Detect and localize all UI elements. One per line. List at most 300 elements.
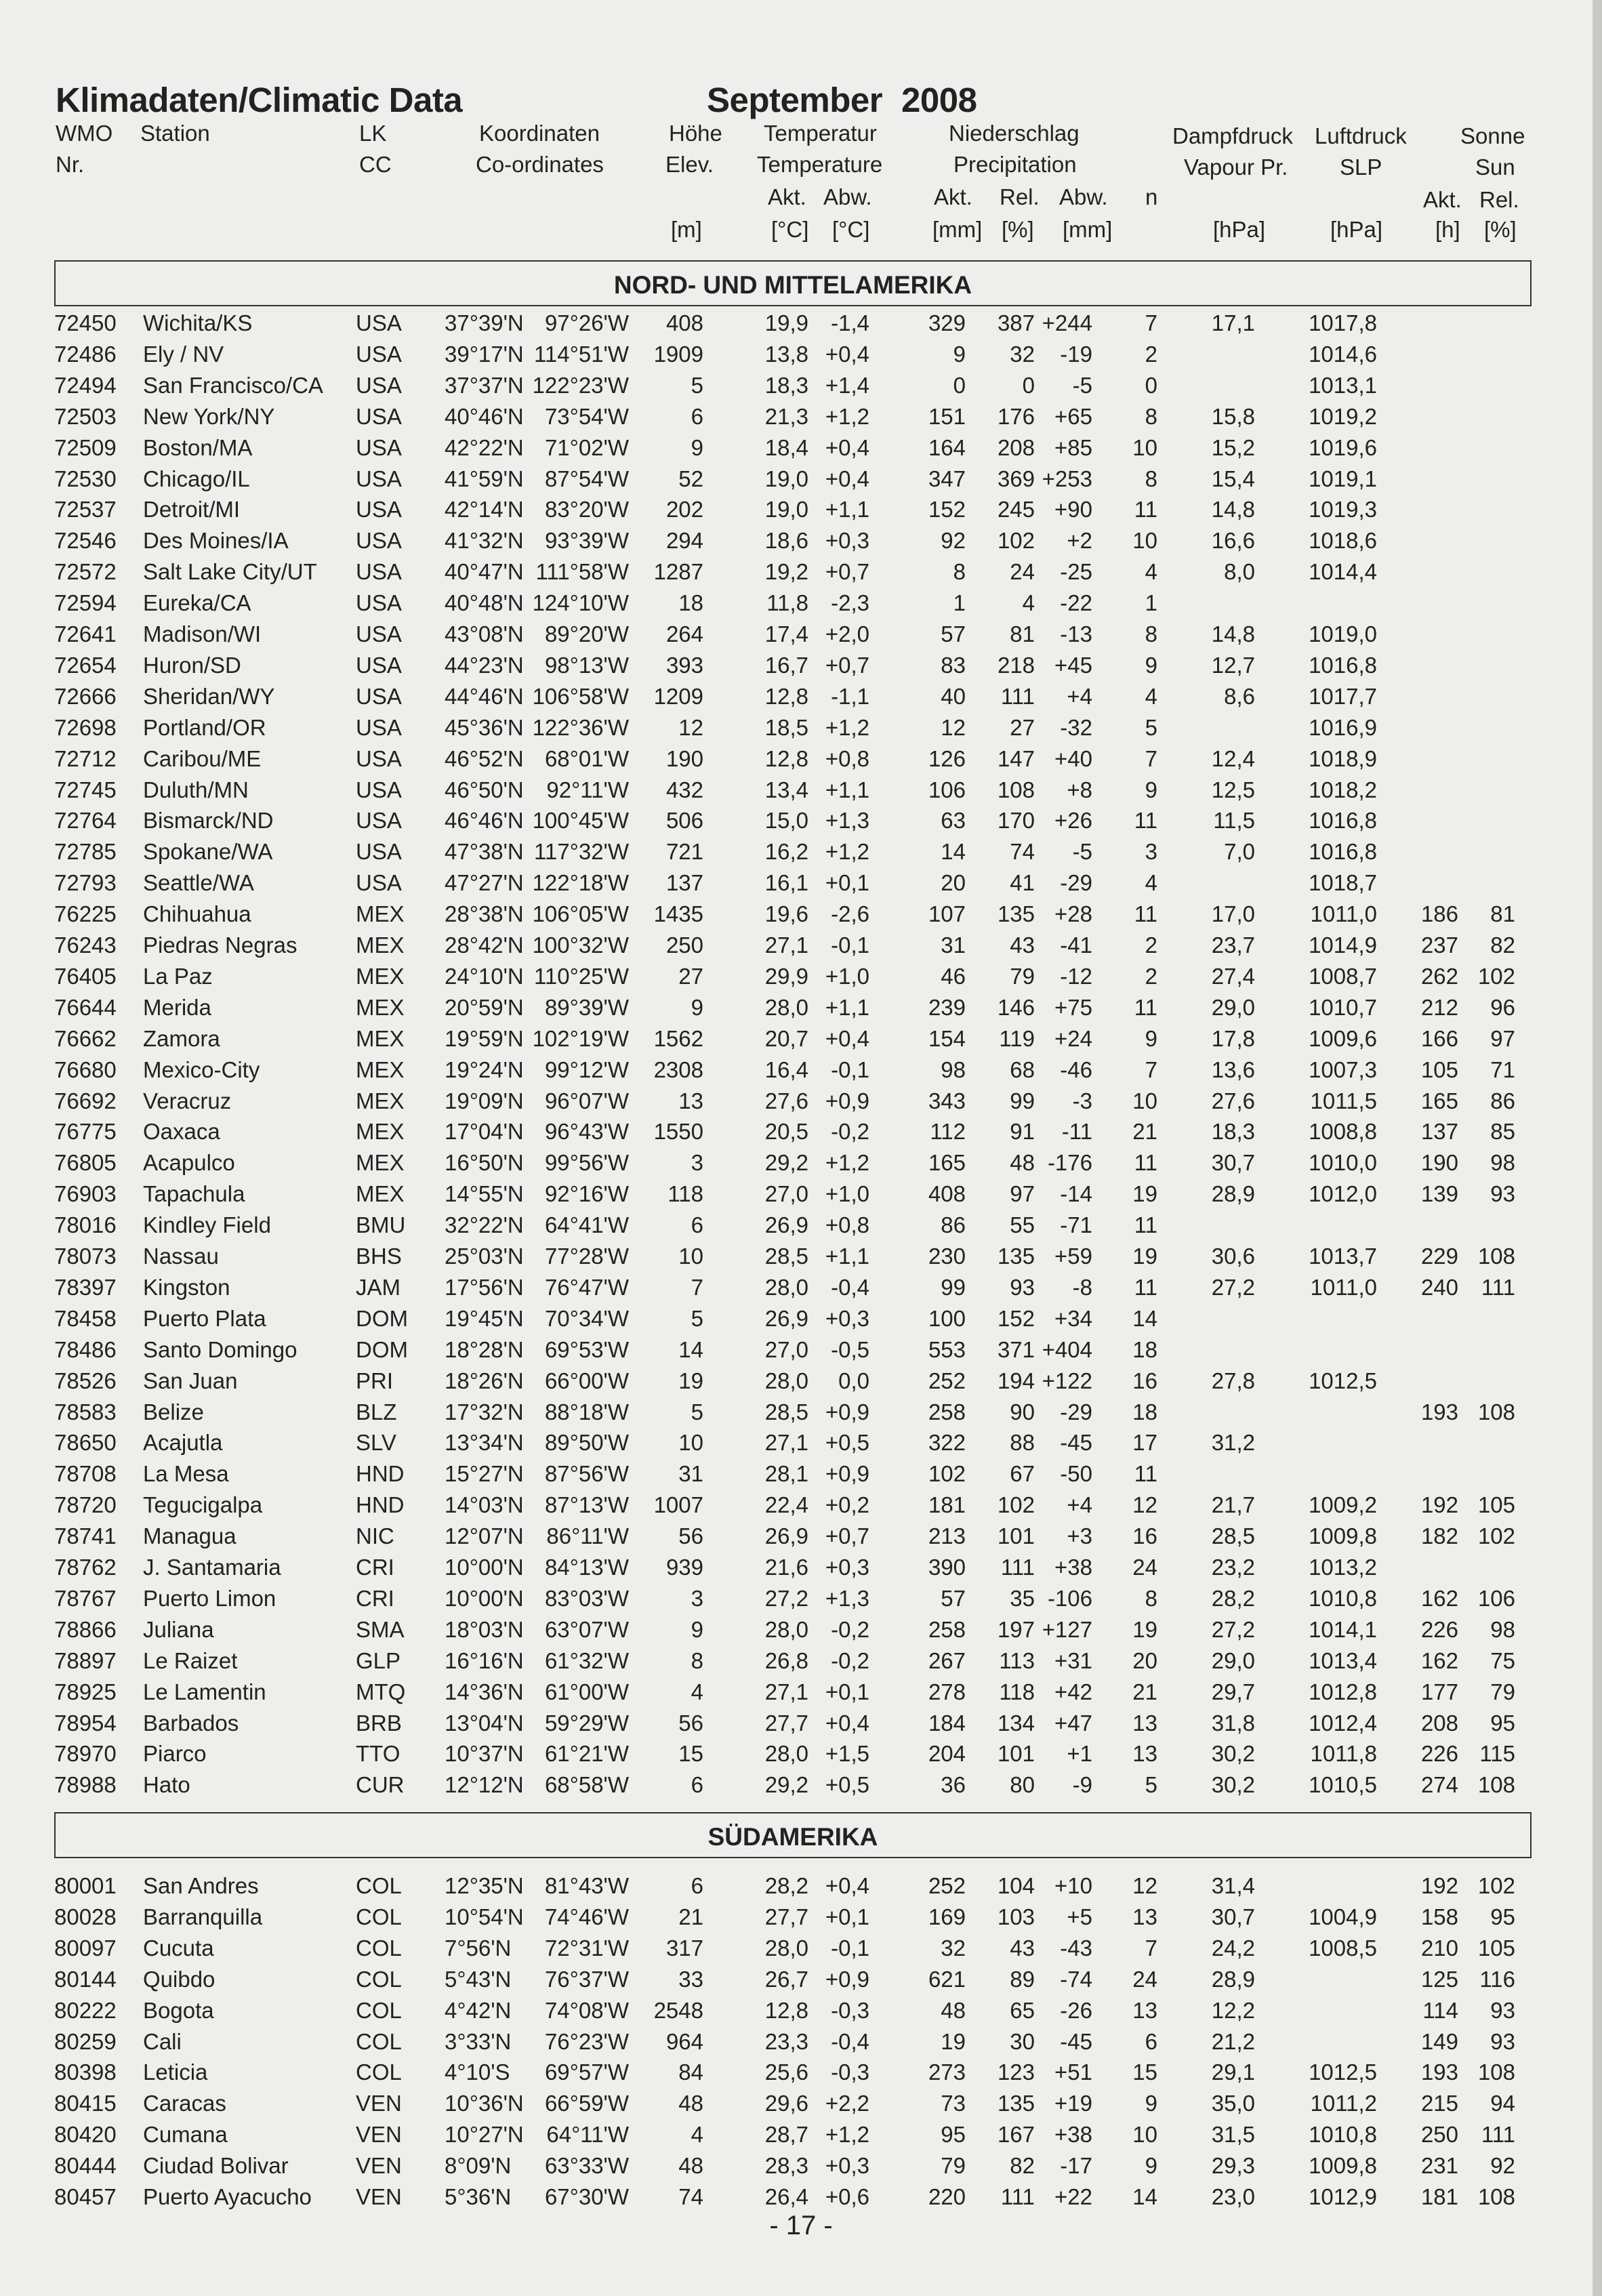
cell-slp: 1009,8	[1309, 1523, 1377, 1549]
month-title: September	[707, 81, 883, 119]
cell-precip: 184	[928, 1710, 966, 1736]
cell-longitude: 92°16'W	[544, 1181, 629, 1207]
cell-elevation: 3	[691, 1585, 703, 1611]
cell-sun-rel: 106	[1477, 1585, 1515, 1611]
cell-station: Chihuahua	[143, 901, 251, 927]
cell-elevation: 6	[691, 1772, 703, 1798]
cell-precip: 32	[941, 1935, 966, 1961]
cell-country: MEX	[356, 1181, 405, 1207]
cell-rain-days: 20	[1132, 1647, 1157, 1673]
cell-vapour: 27,8	[1211, 1368, 1255, 1393]
cell-station: Leticia	[143, 2059, 208, 2085]
cell-rain-days: 10	[1132, 2122, 1157, 2148]
cell-wmo: 76405	[54, 963, 117, 989]
cell-station: Barranquilla	[143, 1904, 263, 1929]
cell-sun-hours: 193	[1420, 2059, 1458, 2085]
cell-rain-days: 11	[1134, 497, 1157, 522]
cell-sun-rel: 108	[1477, 2184, 1515, 2209]
cell-latitude: 8°09'N	[445, 2153, 512, 2179]
cell-wmo: 78720	[54, 1492, 117, 1518]
cell-sun-rel: 93	[1490, 1181, 1515, 1207]
cell-latitude: 39°17'N	[445, 341, 524, 367]
cell-temp: 28,0	[764, 1274, 808, 1300]
cell-temp: 21,3	[764, 403, 808, 429]
cell-vapour: 27,6	[1211, 1088, 1255, 1113]
cell-precip: 154	[928, 1025, 966, 1051]
page-title: Klimadaten/Climatic Data	[56, 81, 463, 119]
cell-longitude: 89°50'W	[544, 1430, 629, 1456]
cell-precip-dev: +42	[1054, 1679, 1092, 1704]
cell-sun-hours: 137	[1420, 1119, 1458, 1145]
cell-temp-dev: +0,7	[825, 1523, 869, 1549]
cell-rain-days: 24	[1132, 1966, 1157, 1992]
cell-latitude: 44°23'N	[445, 652, 524, 678]
cell-precip-dev: +40	[1054, 745, 1092, 771]
cell-temp: 28,5	[764, 1244, 808, 1269]
table-row	[0, 528, 1602, 559]
cell-station: La Mesa	[143, 1461, 229, 1487]
cell-station: Chicago/IL	[143, 466, 250, 491]
cell-precip-dev: -43	[1060, 1935, 1092, 1961]
cell-wmo: 80415	[54, 2091, 117, 2116]
cell-temp-dev: +0,1	[825, 870, 869, 896]
cell-country: USA	[356, 683, 402, 709]
cell-precip-rel: 24	[1010, 559, 1035, 585]
cell-sun-hours: 186	[1420, 901, 1458, 927]
cell-precip-dev: +51	[1054, 2059, 1092, 2085]
cell-temp: 29,2	[764, 1772, 808, 1798]
cell-slp: 1019,3	[1309, 497, 1377, 522]
cell-rain-days: 9	[1145, 777, 1157, 802]
cell-latitude: 41°32'N	[445, 528, 524, 554]
cell-precip: 63	[941, 808, 966, 834]
cell-temp: 29,9	[764, 963, 808, 989]
cell-latitude: 17°32'N	[445, 1399, 524, 1424]
cell-precip-rel: 135	[997, 2091, 1035, 2116]
cell-country: USA	[356, 839, 402, 865]
cell-precip-rel: 43	[1010, 1935, 1035, 1961]
cell-precip-dev: +24	[1054, 1025, 1092, 1051]
cell-vapour: 12,4	[1211, 745, 1255, 771]
cell-precip: 48	[941, 1997, 966, 2023]
cell-rain-days: 5	[1145, 1772, 1157, 1798]
cell-wmo: 78073	[54, 1244, 117, 1269]
cell-rain-days: 8	[1145, 466, 1157, 491]
cell-vapour: 29,0	[1211, 994, 1255, 1020]
cell-latitude: 43°08'N	[445, 621, 524, 647]
cell-longitude: 117°32'W	[534, 839, 629, 865]
cell-precip: 169	[928, 1904, 966, 1929]
cell-longitude: 83°20'W	[544, 497, 629, 522]
cell-slp: 1014,9	[1309, 932, 1377, 958]
cell-temp-dev: +0,5	[825, 1772, 869, 1798]
cell-temp-dev: +1,2	[825, 839, 869, 865]
table-row	[0, 1710, 1602, 1742]
cell-country: USA	[356, 403, 402, 429]
cell-precip-rel: 93	[1010, 1274, 1035, 1300]
cell-sun-hours: 226	[1420, 1741, 1458, 1767]
cell-wmo: 72486	[54, 341, 117, 367]
cell-precip-dev: +19	[1054, 2091, 1092, 2116]
cell-sun-rel: 102	[1477, 963, 1515, 989]
cell-station: Madison/WI	[143, 621, 262, 647]
cell-precip: 347	[928, 466, 966, 491]
cell-elevation: 9	[691, 1616, 703, 1642]
cell-slp: 1009,8	[1309, 2153, 1377, 2179]
cell-elevation: 6	[691, 1873, 703, 1898]
cell-precip-rel: 55	[1010, 1212, 1035, 1238]
cell-longitude: 84°13'W	[544, 1555, 629, 1580]
cell-vapour: 15,2	[1211, 434, 1255, 460]
cell-precip: 267	[928, 1647, 966, 1673]
cell-temp: 27,1	[764, 1430, 808, 1456]
cell-temp-dev: +0,4	[825, 341, 869, 367]
table-row	[0, 684, 1602, 715]
cell-temp-dev: +0,5	[825, 1430, 869, 1456]
cell-slp: 1016,9	[1309, 714, 1377, 740]
table-row	[0, 1967, 1602, 1998]
cell-wmo: 80097	[54, 1935, 117, 1961]
cell-country: COL	[356, 1904, 402, 1929]
cell-latitude: 12°12'N	[445, 1772, 524, 1798]
cell-temp-dev: -0,2	[831, 1119, 869, 1145]
cell-latitude: 19°45'N	[445, 1305, 524, 1331]
cell-latitude: 14°36'N	[445, 1679, 524, 1704]
table-row	[0, 870, 1602, 901]
cell-country: COL	[356, 1935, 402, 1961]
cell-country: USA	[356, 808, 402, 834]
cell-precip-rel: 32	[1010, 341, 1035, 367]
cell-rain-days: 15	[1132, 2059, 1157, 2085]
cell-sun-rel: 98	[1490, 1616, 1515, 1642]
cell-elevation: 1287	[653, 559, 703, 585]
cell-wmo: 72698	[54, 714, 117, 740]
cell-slp: 1018,6	[1309, 528, 1377, 554]
cell-country: MEX	[356, 1057, 405, 1082]
cell-temp-dev: -0,1	[831, 932, 869, 958]
cell-elevation: 137	[665, 870, 703, 896]
hdr-luftdruck: Luftdruck	[1315, 123, 1407, 148]
cell-latitude: 46°52'N	[445, 745, 524, 771]
cell-vapour: 29,1	[1211, 2059, 1255, 2085]
cell-sun-rel: 102	[1477, 1523, 1515, 1549]
cell-country: MEX	[356, 1025, 405, 1051]
cell-station: Le Lamentin	[143, 1679, 266, 1704]
table-row	[0, 746, 1602, 777]
cell-country: MEX	[356, 994, 405, 1020]
cell-wmo: 78970	[54, 1741, 117, 1767]
cell-sun-rel: 108	[1477, 2059, 1515, 2085]
cell-longitude: 87°13'W	[544, 1492, 629, 1518]
cell-precip-rel: 118	[999, 1679, 1035, 1704]
cell-wmo: 78866	[54, 1616, 117, 1642]
cell-temp: 18,6	[764, 528, 808, 554]
cell-rain-days: 13	[1132, 1904, 1157, 1929]
cell-temp-dev: -2,3	[831, 590, 869, 616]
cell-latitude: 10°00'N	[445, 1585, 524, 1611]
cell-temp: 26,4	[764, 2184, 808, 2209]
cell-elevation: 939	[665, 1555, 703, 1580]
cell-temp: 18,3	[764, 372, 808, 398]
cell-rain-days: 1	[1145, 590, 1157, 616]
cell-latitude: 40°47'N	[445, 559, 524, 585]
cell-wmo: 80420	[54, 2122, 117, 2148]
cell-latitude: 3°33'N	[445, 2028, 512, 2054]
cell-country: USA	[356, 652, 402, 678]
cell-precip-dev: -19	[1060, 341, 1092, 367]
cell-sun-rel: 105	[1477, 1935, 1515, 1961]
cell-wmo: 80001	[54, 1873, 117, 1898]
cell-temp: 27,2	[764, 1585, 808, 1611]
cell-rain-days: 21	[1132, 1679, 1157, 1704]
cell-temp: 26,9	[764, 1212, 808, 1238]
cell-slp: 1010,8	[1309, 2122, 1377, 2148]
cell-precip-dev: -17	[1060, 2153, 1092, 2179]
cell-precip-rel: 90	[1010, 1399, 1035, 1424]
table-row	[0, 1368, 1602, 1399]
cell-latitude: 18°28'N	[445, 1336, 524, 1362]
cell-station: Kindley Field	[143, 1212, 271, 1238]
cell-elevation: 19	[678, 1368, 703, 1393]
cell-latitude: 28°42'N	[445, 932, 524, 958]
cell-latitude: 12°07'N	[445, 1523, 524, 1549]
cell-station: Kingston	[143, 1274, 230, 1300]
cell-longitude: 99°12'W	[544, 1057, 629, 1082]
cell-latitude: 24°10'N	[445, 963, 524, 989]
cell-longitude: 74°08'W	[544, 1997, 629, 2023]
cell-rain-days: 11	[1134, 901, 1157, 927]
cell-slp: 1016,8	[1309, 652, 1377, 678]
cell-slp: 1008,5	[1309, 1935, 1377, 1961]
cell-precip: 151	[928, 403, 966, 429]
cell-temp-dev: -0,3	[831, 1997, 869, 2023]
cell-rain-days: 9	[1145, 2091, 1157, 2116]
cell-temp-dev: +0,3	[825, 528, 869, 554]
cell-temp: 28,5	[764, 1399, 808, 1424]
cell-precip-rel: 194	[997, 1368, 1035, 1393]
cell-temp: 28,2	[764, 1873, 808, 1898]
table-row	[0, 1772, 1602, 1803]
cell-precip-dev: -50	[1060, 1461, 1092, 1487]
cell-slp: 1012,5	[1309, 2059, 1377, 2085]
cell-sun-rel: 93	[1490, 2028, 1515, 2054]
hdr-lk: LK	[359, 121, 387, 146]
cell-rain-days: 13	[1132, 1710, 1157, 1736]
cell-station: Boston/MA	[143, 434, 253, 460]
cell-vapour: 31,5	[1211, 2122, 1255, 2148]
cell-temp: 15,0	[764, 808, 808, 834]
cell-elevation: 10	[678, 1430, 703, 1456]
cell-precip: 9	[953, 341, 966, 367]
cell-precip: 239	[928, 994, 966, 1020]
cell-longitude: 89°39'W	[544, 994, 629, 1020]
cell-precip-rel: 65	[1010, 1997, 1035, 2023]
cell-latitude: 19°09'N	[445, 1088, 524, 1113]
cell-latitude: 32°22'N	[445, 1212, 524, 1238]
cell-elevation: 2548	[653, 1997, 703, 2023]
cell-precip-rel: 67	[1010, 1461, 1035, 1487]
cell-elevation: 27	[678, 963, 703, 989]
cell-station: Veracruz	[143, 1088, 232, 1113]
table-row	[0, 1873, 1602, 1904]
cell-rain-days: 21	[1132, 1119, 1157, 1145]
cell-precip: 107	[928, 901, 966, 927]
cell-vapour: 15,8	[1211, 403, 1255, 429]
cell-latitude: 16°16'N	[445, 1647, 524, 1673]
cell-rain-days: 11	[1134, 1461, 1157, 1487]
cell-precip: 31	[941, 932, 966, 958]
cell-station: Piarco	[143, 1741, 207, 1767]
hdr-temperature: Temperature	[757, 152, 883, 177]
cell-rain-days: 19	[1132, 1244, 1157, 1269]
cell-station: Des Moines/IA	[143, 528, 289, 554]
cell-vapour: 27,2	[1211, 1616, 1255, 1642]
cell-rain-days: 17	[1132, 1430, 1157, 1456]
cell-wmo: 80457	[54, 2184, 117, 2209]
hdr-unit-hpa2: [hPa]	[1330, 217, 1383, 242]
cell-vapour: 21,7	[1211, 1492, 1255, 1518]
cell-sun-hours: 125	[1420, 1966, 1458, 1992]
cell-elevation: 2308	[653, 1057, 703, 1082]
table-row	[0, 808, 1602, 839]
cell-country: COL	[356, 1997, 402, 2023]
cell-longitude: 102°19'W	[532, 1025, 629, 1051]
cell-slp: 1019,0	[1309, 621, 1377, 647]
cell-precip-rel: 102	[997, 528, 1035, 554]
cell-rain-days: 13	[1132, 1997, 1157, 2023]
cell-wmo: 72654	[54, 652, 117, 678]
cell-country: TTO	[356, 1741, 400, 1767]
cell-temp-dev: +0,9	[825, 1966, 869, 1992]
cell-elevation: 6	[691, 1212, 703, 1238]
cell-longitude: 97°26'W	[544, 310, 629, 335]
cell-longitude: 64°41'W	[544, 1212, 629, 1238]
cell-sun-rel: 75	[1490, 1647, 1515, 1673]
table-row	[0, 1741, 1602, 1772]
cell-latitude: 14°03'N	[445, 1492, 524, 1518]
cell-elevation: 52	[678, 466, 703, 491]
cell-rain-days: 11	[1134, 1274, 1157, 1300]
cell-precip-dev: -29	[1060, 1399, 1092, 1424]
cell-station: Caracas	[143, 2091, 226, 2116]
cell-precip-rel: 146	[997, 994, 1035, 1020]
cell-precip-rel: 123	[997, 2059, 1035, 2085]
cell-longitude: 92°11'W	[546, 777, 629, 802]
cell-sun-hours: 162	[1420, 1585, 1458, 1611]
cell-wmo: 72764	[54, 808, 117, 834]
cell-wmo: 76903	[54, 1181, 117, 1207]
cell-precip: 181	[928, 1492, 966, 1518]
cell-precip-dev: +31	[1054, 1647, 1092, 1673]
cell-precip-rel: 371	[997, 1336, 1035, 1362]
cell-temp-dev: +1,4	[825, 372, 869, 398]
cell-country: MEX	[356, 1150, 405, 1176]
cell-latitude: 4°42'N	[445, 1997, 512, 2023]
cell-slp: 1010,0	[1309, 1150, 1377, 1176]
cell-temp: 12,8	[764, 745, 808, 771]
cell-precip-rel: 111	[1000, 1555, 1035, 1580]
cell-elevation: 48	[678, 2091, 703, 2116]
cell-country: CUR	[356, 1772, 405, 1798]
cell-sun-hours: 262	[1420, 963, 1458, 989]
cell-longitude: 114°51'W	[534, 341, 629, 367]
cell-precip-dev: -106	[1047, 1585, 1092, 1611]
cell-station: Bogota	[143, 1997, 214, 2023]
cell-country: BLZ	[356, 1399, 397, 1424]
cell-precip: 408	[928, 1181, 966, 1207]
cell-temp: 13,4	[764, 777, 808, 802]
hdr-unit-pct2: [%]	[1484, 217, 1517, 242]
cell-sun-rel: 86	[1490, 1088, 1515, 1113]
cell-latitude: 19°24'N	[445, 1057, 524, 1082]
cell-station: Spokane/WA	[143, 839, 273, 865]
cell-station: La Paz	[143, 963, 213, 989]
cell-elevation: 21	[678, 1904, 703, 1929]
cell-precip: 112	[930, 1119, 966, 1145]
cell-precip-dev: +22	[1054, 2184, 1092, 2209]
cell-wmo: 78486	[54, 1336, 117, 1362]
cell-slp: 1010,7	[1309, 994, 1377, 1020]
cell-station: Oaxaca	[143, 1119, 220, 1145]
cell-station: Cali	[143, 2028, 182, 2054]
cell-elevation: 9	[691, 994, 703, 1020]
cell-longitude: 88°18'W	[544, 1399, 629, 1424]
cell-precip-dev: -74	[1060, 1966, 1092, 1992]
cell-station: Mexico-City	[143, 1057, 260, 1082]
cell-country: VEN	[356, 2091, 402, 2116]
cell-country: USA	[356, 434, 402, 460]
cell-country: CRI	[356, 1555, 394, 1580]
cell-rain-days: 24	[1132, 1555, 1157, 1580]
cell-precip-rel: 152	[997, 1305, 1035, 1331]
table-row	[0, 1492, 1602, 1523]
cell-country: HND	[356, 1492, 405, 1518]
cell-temp-dev: +0,8	[825, 745, 869, 771]
cell-sun-hours: 166	[1420, 1025, 1458, 1051]
cell-station: Salt Lake City/UT	[143, 559, 317, 585]
cell-temp-dev: +0,9	[825, 1088, 869, 1113]
table-row	[0, 559, 1602, 590]
hdr-prec-abw: Abw.	[1059, 184, 1108, 209]
cell-country: DOM	[356, 1336, 408, 1362]
cell-elevation: 10	[678, 1244, 703, 1269]
cell-wmo: 72537	[54, 497, 117, 522]
cell-temp: 16,2	[764, 839, 808, 865]
cell-vapour: 17,1	[1211, 310, 1255, 335]
cell-latitude: 18°03'N	[445, 1616, 524, 1642]
cell-longitude: 64°11'W	[546, 2122, 629, 2148]
cell-latitude: 47°38'N	[445, 839, 524, 865]
cell-temp-dev: +1,5	[825, 1741, 869, 1767]
cell-rain-days: 14	[1132, 2184, 1157, 2209]
cell-elevation: 190	[665, 745, 703, 771]
cell-temp: 19,9	[764, 310, 808, 335]
cell-elevation: 1550	[653, 1119, 703, 1145]
cell-precip: 40	[941, 683, 966, 709]
cell-elevation: 294	[665, 528, 703, 554]
cell-country: USA	[356, 621, 402, 647]
cell-precip-rel: 68	[1010, 1057, 1035, 1082]
table-row	[0, 1275, 1602, 1306]
table-row	[0, 1555, 1602, 1586]
cell-elevation: 9	[691, 434, 703, 460]
cell-rain-days: 9	[1145, 2153, 1157, 2179]
cell-precip: 92	[941, 528, 966, 554]
cell-sun-hours: 237	[1420, 932, 1458, 958]
cell-elevation: 1435	[653, 901, 703, 927]
cell-rain-days: 13	[1132, 1741, 1157, 1767]
cell-rain-days: 12	[1132, 1492, 1157, 1518]
